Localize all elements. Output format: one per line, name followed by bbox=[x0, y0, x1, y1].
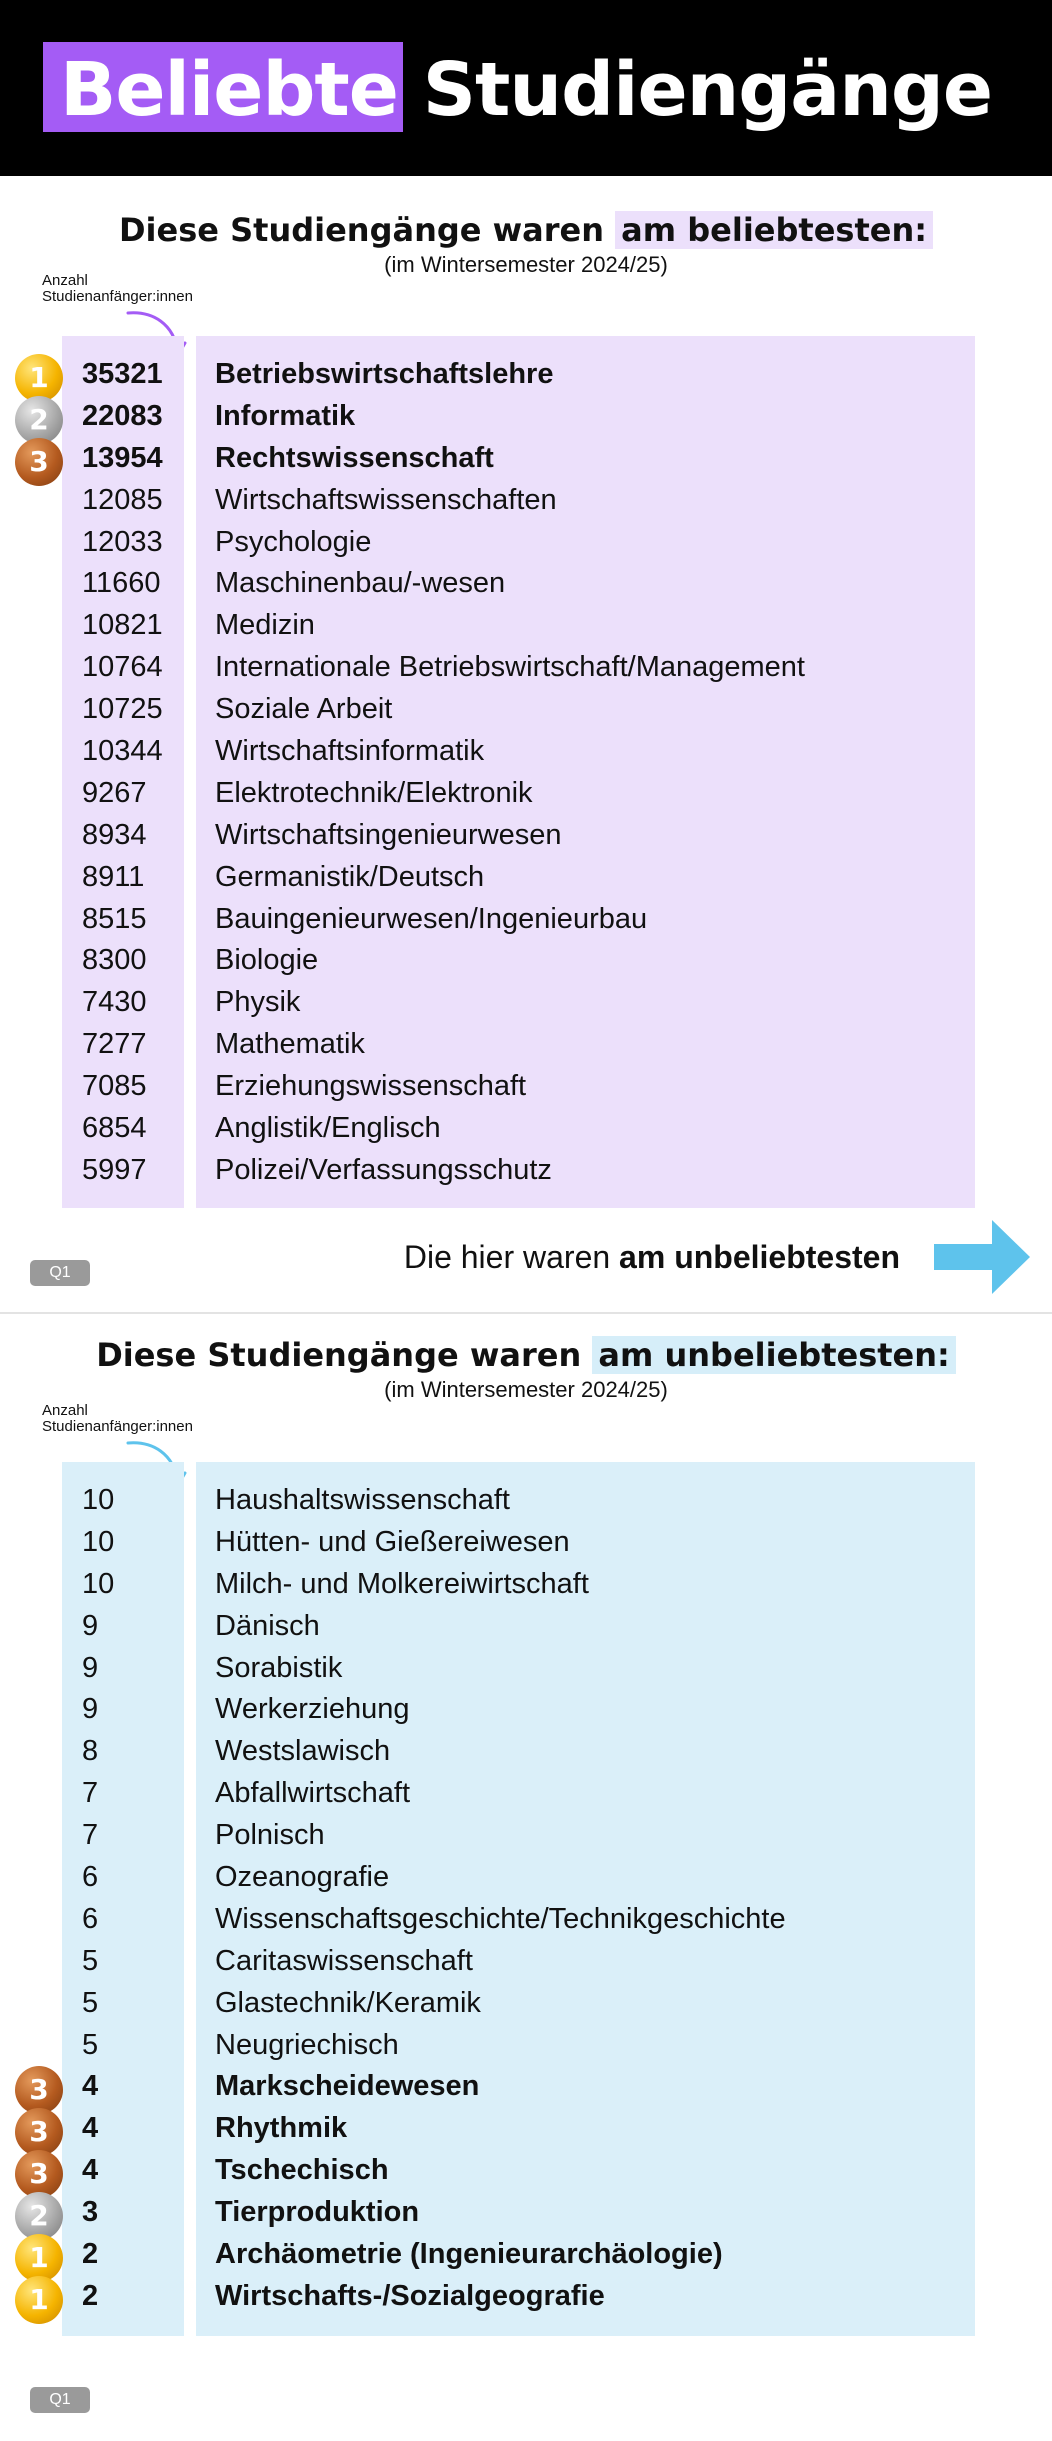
student-count: 5997 bbox=[82, 1153, 147, 1186]
list-item bbox=[0, 1604, 1052, 1646]
list-item bbox=[0, 1646, 1052, 1688]
popular-title-prefix: Diese Studiengänge waren bbox=[118, 211, 605, 249]
list-item bbox=[0, 436, 1052, 478]
page-title-rest: Studiengänge bbox=[422, 47, 993, 133]
list-item bbox=[0, 687, 1052, 729]
list-item bbox=[0, 2023, 1052, 2065]
program-name: Mathematik bbox=[215, 1028, 365, 1061]
student-count: 7085 bbox=[82, 1070, 147, 1103]
header-banner bbox=[0, 0, 1052, 176]
program-name: Glastechnik/Keramik bbox=[215, 1986, 481, 2019]
unpopular-note-line2: Studienanfänger:innen bbox=[42, 1418, 193, 1435]
list-item bbox=[0, 1771, 1052, 1813]
program-name: Bauingenieurwesen/Ingenieurbau bbox=[215, 902, 648, 935]
list-item bbox=[0, 2274, 1052, 2316]
student-count: 10344 bbox=[82, 735, 163, 768]
student-count: 10 bbox=[82, 1525, 115, 1558]
list-item bbox=[0, 352, 1052, 394]
program-name: Informatik bbox=[215, 399, 356, 432]
popular-title-highlight: am beliebtesten: bbox=[615, 211, 933, 249]
student-count: 4 bbox=[82, 2112, 99, 2145]
rank-medal-icon: 3 bbox=[15, 2108, 63, 2156]
program-name: Archäometrie (Ingenieurarchäologie) bbox=[215, 2238, 723, 2271]
list-item bbox=[0, 2190, 1052, 2232]
student-count: 2 bbox=[82, 2279, 99, 2312]
program-name: Westslawisch bbox=[215, 1735, 391, 1768]
student-count: 13954 bbox=[82, 441, 163, 474]
student-count: 2 bbox=[82, 2238, 99, 2271]
list-item bbox=[0, 1687, 1052, 1729]
unpopular-note-line1: Anzahl bbox=[42, 1402, 88, 1419]
list-item bbox=[0, 771, 1052, 813]
student-count: 10725 bbox=[82, 693, 163, 726]
program-name: Caritaswissenschaft bbox=[215, 1944, 473, 1977]
rank-medal-icon: 2 bbox=[15, 2192, 63, 2240]
rank-medal-icon: 1 bbox=[15, 2234, 63, 2282]
program-name: Elektrotechnik/Elektronik bbox=[215, 776, 533, 809]
program-name: Psychologie bbox=[215, 525, 372, 558]
popular-subtitle: (im Wintersemester 2024/25) bbox=[384, 252, 668, 277]
list-item bbox=[0, 603, 1052, 645]
list-item bbox=[0, 478, 1052, 520]
student-count: 8911 bbox=[82, 860, 145, 893]
student-count: 7430 bbox=[82, 986, 147, 1019]
list-item bbox=[0, 1148, 1052, 1190]
list-item bbox=[0, 980, 1052, 1022]
student-count: 7277 bbox=[82, 1028, 147, 1061]
student-count: 8515 bbox=[82, 902, 147, 935]
rank-medal-icon: 3 bbox=[15, 2066, 63, 2114]
student-count: 3 bbox=[82, 2196, 99, 2229]
student-count: 8934 bbox=[82, 818, 147, 851]
student-count: 7 bbox=[82, 1777, 99, 1810]
program-name: Biologie bbox=[215, 944, 319, 977]
student-count: 22083 bbox=[82, 399, 163, 432]
unpopular-count-note bbox=[42, 1403, 193, 1435]
student-count: 7 bbox=[82, 1819, 99, 1852]
program-name: Haushaltswissenschaft bbox=[215, 1484, 510, 1516]
program-name: Soziale Arbeit bbox=[215, 693, 393, 726]
list-item bbox=[0, 1022, 1052, 1064]
program-name: Medizin bbox=[215, 609, 315, 642]
program-name: Tschechisch bbox=[215, 2154, 389, 2187]
student-count: 10 bbox=[82, 1484, 115, 1516]
student-count: 4 bbox=[82, 2154, 99, 2187]
program-name: Wirtschaftsingenieurwesen bbox=[215, 818, 562, 851]
list-item bbox=[0, 1520, 1052, 1562]
student-count: 10 bbox=[82, 1567, 115, 1600]
list-item bbox=[0, 645, 1052, 687]
program-name: Neugriechisch bbox=[215, 2028, 399, 2061]
program-name: Polizei/Verfassungsschutz bbox=[215, 1153, 552, 1186]
student-count: 35321 bbox=[82, 358, 163, 390]
page-title-highlight: Beliebte bbox=[59, 47, 398, 133]
student-count: 9 bbox=[82, 1651, 99, 1684]
popular-list bbox=[0, 352, 1052, 1190]
program-name: Wirtschaftsinformatik bbox=[215, 735, 485, 768]
program-name: Hütten- und Gießereiwesen bbox=[215, 1525, 570, 1558]
rank-medal-icon: 3 bbox=[15, 2150, 63, 2198]
program-name: Physik bbox=[215, 986, 301, 1019]
student-count: 5 bbox=[82, 1944, 99, 1977]
list-item bbox=[0, 855, 1052, 897]
popular-note-line2: Studienanfänger:innen bbox=[42, 288, 193, 305]
unpopular-list bbox=[0, 1478, 1052, 2316]
page-title bbox=[0, 35, 1052, 145]
list-item bbox=[0, 1897, 1052, 1939]
unpopular-section-title bbox=[0, 1333, 1052, 1377]
student-count: 8 bbox=[82, 1735, 99, 1768]
student-count: 4 bbox=[82, 2070, 99, 2103]
list-item bbox=[0, 561, 1052, 603]
rank-medal-icon: 3 bbox=[15, 438, 63, 486]
list-item bbox=[0, 1064, 1052, 1106]
student-count: 10764 bbox=[82, 651, 163, 684]
program-name: Tierproduktion bbox=[215, 2196, 420, 2229]
list-item bbox=[0, 1813, 1052, 1855]
student-count: 9 bbox=[82, 1609, 99, 1642]
next-hint-bold: am unbeliebtesten bbox=[619, 1239, 900, 1275]
program-name: Ozeanografie bbox=[215, 1861, 390, 1894]
student-count: 6 bbox=[82, 1902, 99, 1935]
program-name: Erziehungswissenschaft bbox=[215, 1070, 527, 1103]
student-count: 12033 bbox=[82, 525, 163, 558]
unpopular-title-prefix: Diese Studiengänge waren bbox=[96, 1336, 582, 1374]
list-item bbox=[0, 2232, 1052, 2274]
student-count: 10821 bbox=[82, 609, 163, 642]
rank-medal-icon: 2 bbox=[15, 396, 63, 444]
program-name: Internationale Betriebswirtschaft/Management bbox=[215, 651, 805, 684]
popular-section-title bbox=[0, 208, 1052, 252]
program-name: Anglistik/Englisch bbox=[215, 1112, 441, 1145]
program-name: Werkerziehung bbox=[215, 1693, 410, 1726]
student-count: 12085 bbox=[82, 483, 163, 516]
student-count: 5 bbox=[82, 1986, 99, 2019]
student-count: 9267 bbox=[82, 776, 147, 809]
program-name: Rechtswissenschaft bbox=[215, 441, 494, 474]
list-item bbox=[0, 1562, 1052, 1604]
rank-medal-icon: 1 bbox=[15, 354, 63, 402]
program-name: Wirtschaftswissenschaften bbox=[215, 483, 557, 516]
student-count: 8300 bbox=[82, 944, 147, 977]
list-item bbox=[0, 2064, 1052, 2106]
list-item bbox=[0, 1855, 1052, 1897]
unpopular-title-highlight: am unbeliebtesten: bbox=[592, 1336, 955, 1374]
student-count: 5 bbox=[82, 2028, 99, 2061]
list-item bbox=[0, 1729, 1052, 1771]
program-name: Sorabistik bbox=[215, 1651, 343, 1684]
program-name: Milch- und Molkereiwirtschaft bbox=[215, 1567, 589, 1600]
program-name: Abfallwirtschaft bbox=[215, 1777, 411, 1810]
list-item bbox=[0, 520, 1052, 562]
list-item bbox=[0, 729, 1052, 771]
popular-quarter-badge: Q1 bbox=[30, 1260, 90, 1286]
section-divider bbox=[0, 1312, 1052, 1314]
next-hint-prefix: Die hier waren bbox=[403, 1239, 611, 1275]
list-item bbox=[0, 813, 1052, 855]
program-name: Wissenschaftsgeschichte/Technikgeschichte bbox=[215, 1902, 786, 1935]
rank-medal-icon: 1 bbox=[15, 2276, 63, 2324]
list-item bbox=[0, 2106, 1052, 2148]
list-item bbox=[0, 897, 1052, 939]
student-count: 9 bbox=[82, 1693, 99, 1726]
program-name: Markscheidewesen bbox=[215, 2070, 480, 2103]
program-name: Polnisch bbox=[215, 1819, 325, 1852]
student-count: 6854 bbox=[82, 1112, 147, 1145]
program-name: Wirtschafts-/Sozialgeografie bbox=[215, 2279, 605, 2312]
unpopular-quarter-badge: Q1 bbox=[30, 2387, 90, 2413]
student-count: 6 bbox=[82, 1861, 99, 1894]
program-name: Betriebswirtschaftslehre bbox=[215, 358, 554, 390]
student-count: 11660 bbox=[82, 567, 161, 600]
popular-count-note bbox=[42, 273, 193, 305]
list-item bbox=[0, 1939, 1052, 1981]
unpopular-subtitle: (im Wintersemester 2024/25) bbox=[384, 1377, 668, 1402]
list-item bbox=[0, 394, 1052, 436]
list-item bbox=[0, 1106, 1052, 1148]
list-item bbox=[0, 1478, 1052, 1520]
popular-note-line1: Anzahl bbox=[42, 272, 88, 289]
program-name: Germanistik/Deutsch bbox=[215, 860, 485, 893]
program-name: Maschinenbau/-wesen bbox=[215, 567, 506, 600]
right-arrow-icon bbox=[932, 1216, 1032, 1298]
program-name: Rhythmik bbox=[215, 2112, 348, 2145]
list-item bbox=[0, 938, 1052, 980]
next-section-hint bbox=[300, 1235, 900, 1279]
program-name: Dänisch bbox=[215, 1609, 320, 1642]
list-item bbox=[0, 1981, 1052, 2023]
list-item bbox=[0, 2148, 1052, 2190]
